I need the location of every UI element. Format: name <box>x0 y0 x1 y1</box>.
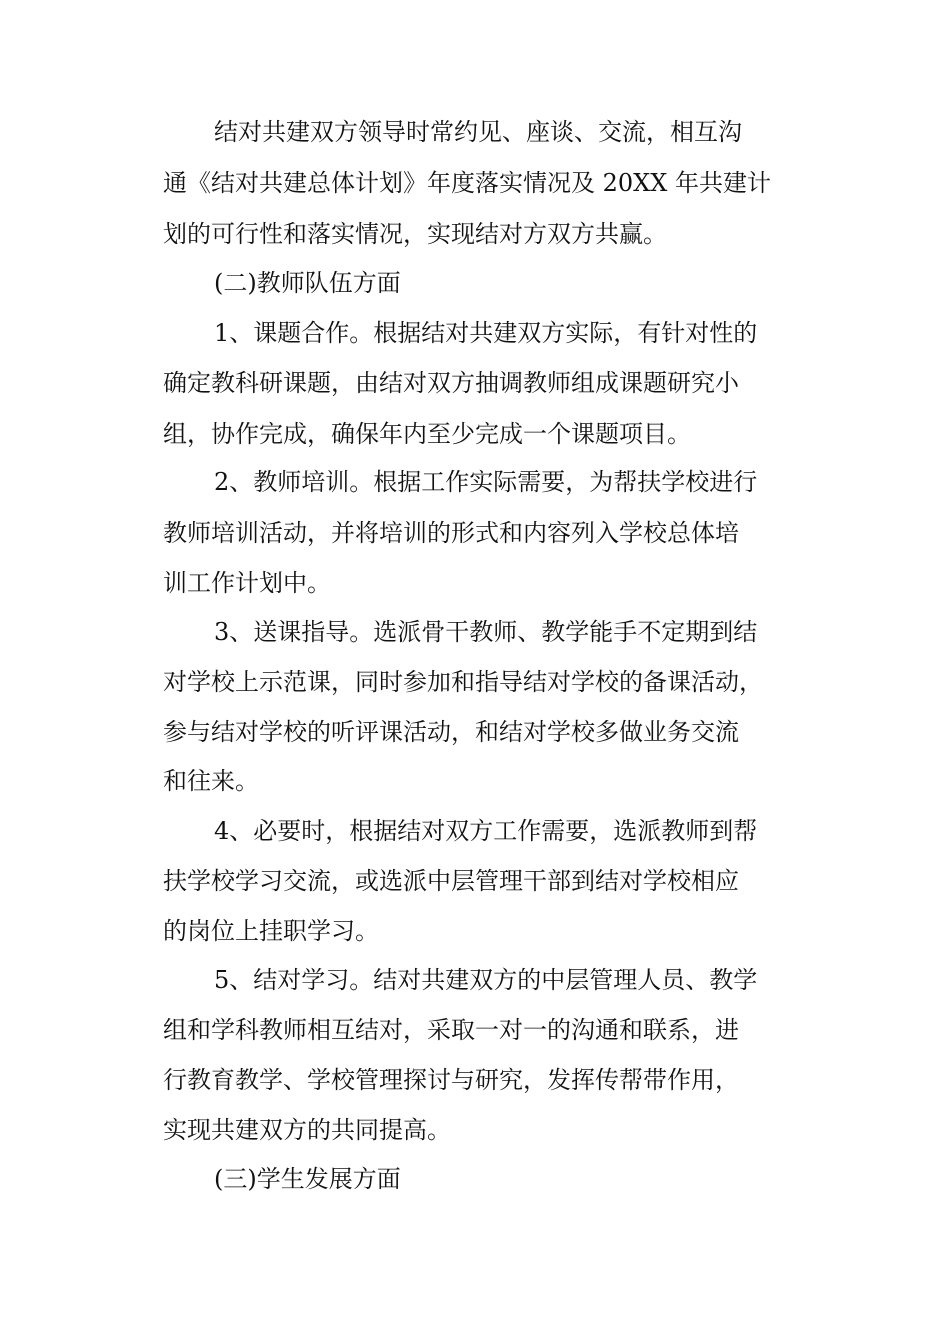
paragraph-line: 5、结对学习。结对共建双方的中层管理人员、教学 <box>214 966 758 994</box>
paragraph-line: 确定教科研课题，由结对双方抽调教师组成课题研究小 <box>163 369 739 397</box>
paragraph-line: 1、课题合作。根据结对共建双方实际，有针对性的 <box>214 319 758 347</box>
section-heading: (二)教师队伍方面 <box>214 269 401 297</box>
paragraph-line: 行教育教学、学校管理探讨与研究，发挥传帮带作用， <box>163 1066 739 1094</box>
paragraph-line: 组和学科教师相互结对，采取一对一的沟通和联系，进 <box>163 1016 739 1044</box>
paragraph-line: 实现共建双方的共同提高。 <box>163 1116 451 1144</box>
paragraph-line: 扶学校学习交流，或选派中层管理干部到结对学校相应 <box>163 867 739 895</box>
paragraph-line: 参与结对学校的听评课活动，和结对学校多做业务交流 <box>163 718 739 746</box>
paragraph-line: 通《结对共建总体计划》年度落实情况及 20XX 年共建计 <box>163 169 771 197</box>
paragraph-line: 2、教师培训。根据工作实际需要，为帮扶学校进行 <box>214 468 758 496</box>
paragraph-line: 组，协作完成，确保年内至少完成一个课题项目。 <box>163 420 691 448</box>
paragraph-line: 的岗位上挂职学习。 <box>163 917 379 945</box>
section-heading: (三)学生发展方面 <box>214 1165 401 1193</box>
paragraph-line: 对学校上示范课，同时参加和指导结对学校的备课活动， <box>163 668 763 696</box>
paragraph-line: 划的可行性和落实情况，实现结对方双方共赢。 <box>163 220 667 248</box>
paragraph-line: 3、送课指导。选派骨干教师、教学能手不定期到结 <box>214 618 758 646</box>
paragraph-line: 教师培训活动，并将培训的形式和内容列入学校总体培 <box>163 519 739 547</box>
paragraph-line: 训工作计划中。 <box>163 569 331 597</box>
paragraph-line: 结对共建双方领导时常约见、座谈、交流，相互沟 <box>214 118 742 146</box>
paragraph-line: 4、必要时，根据结对双方工作需要，选派教师到帮 <box>214 817 758 845</box>
paragraph-line: 和往来。 <box>163 767 259 795</box>
